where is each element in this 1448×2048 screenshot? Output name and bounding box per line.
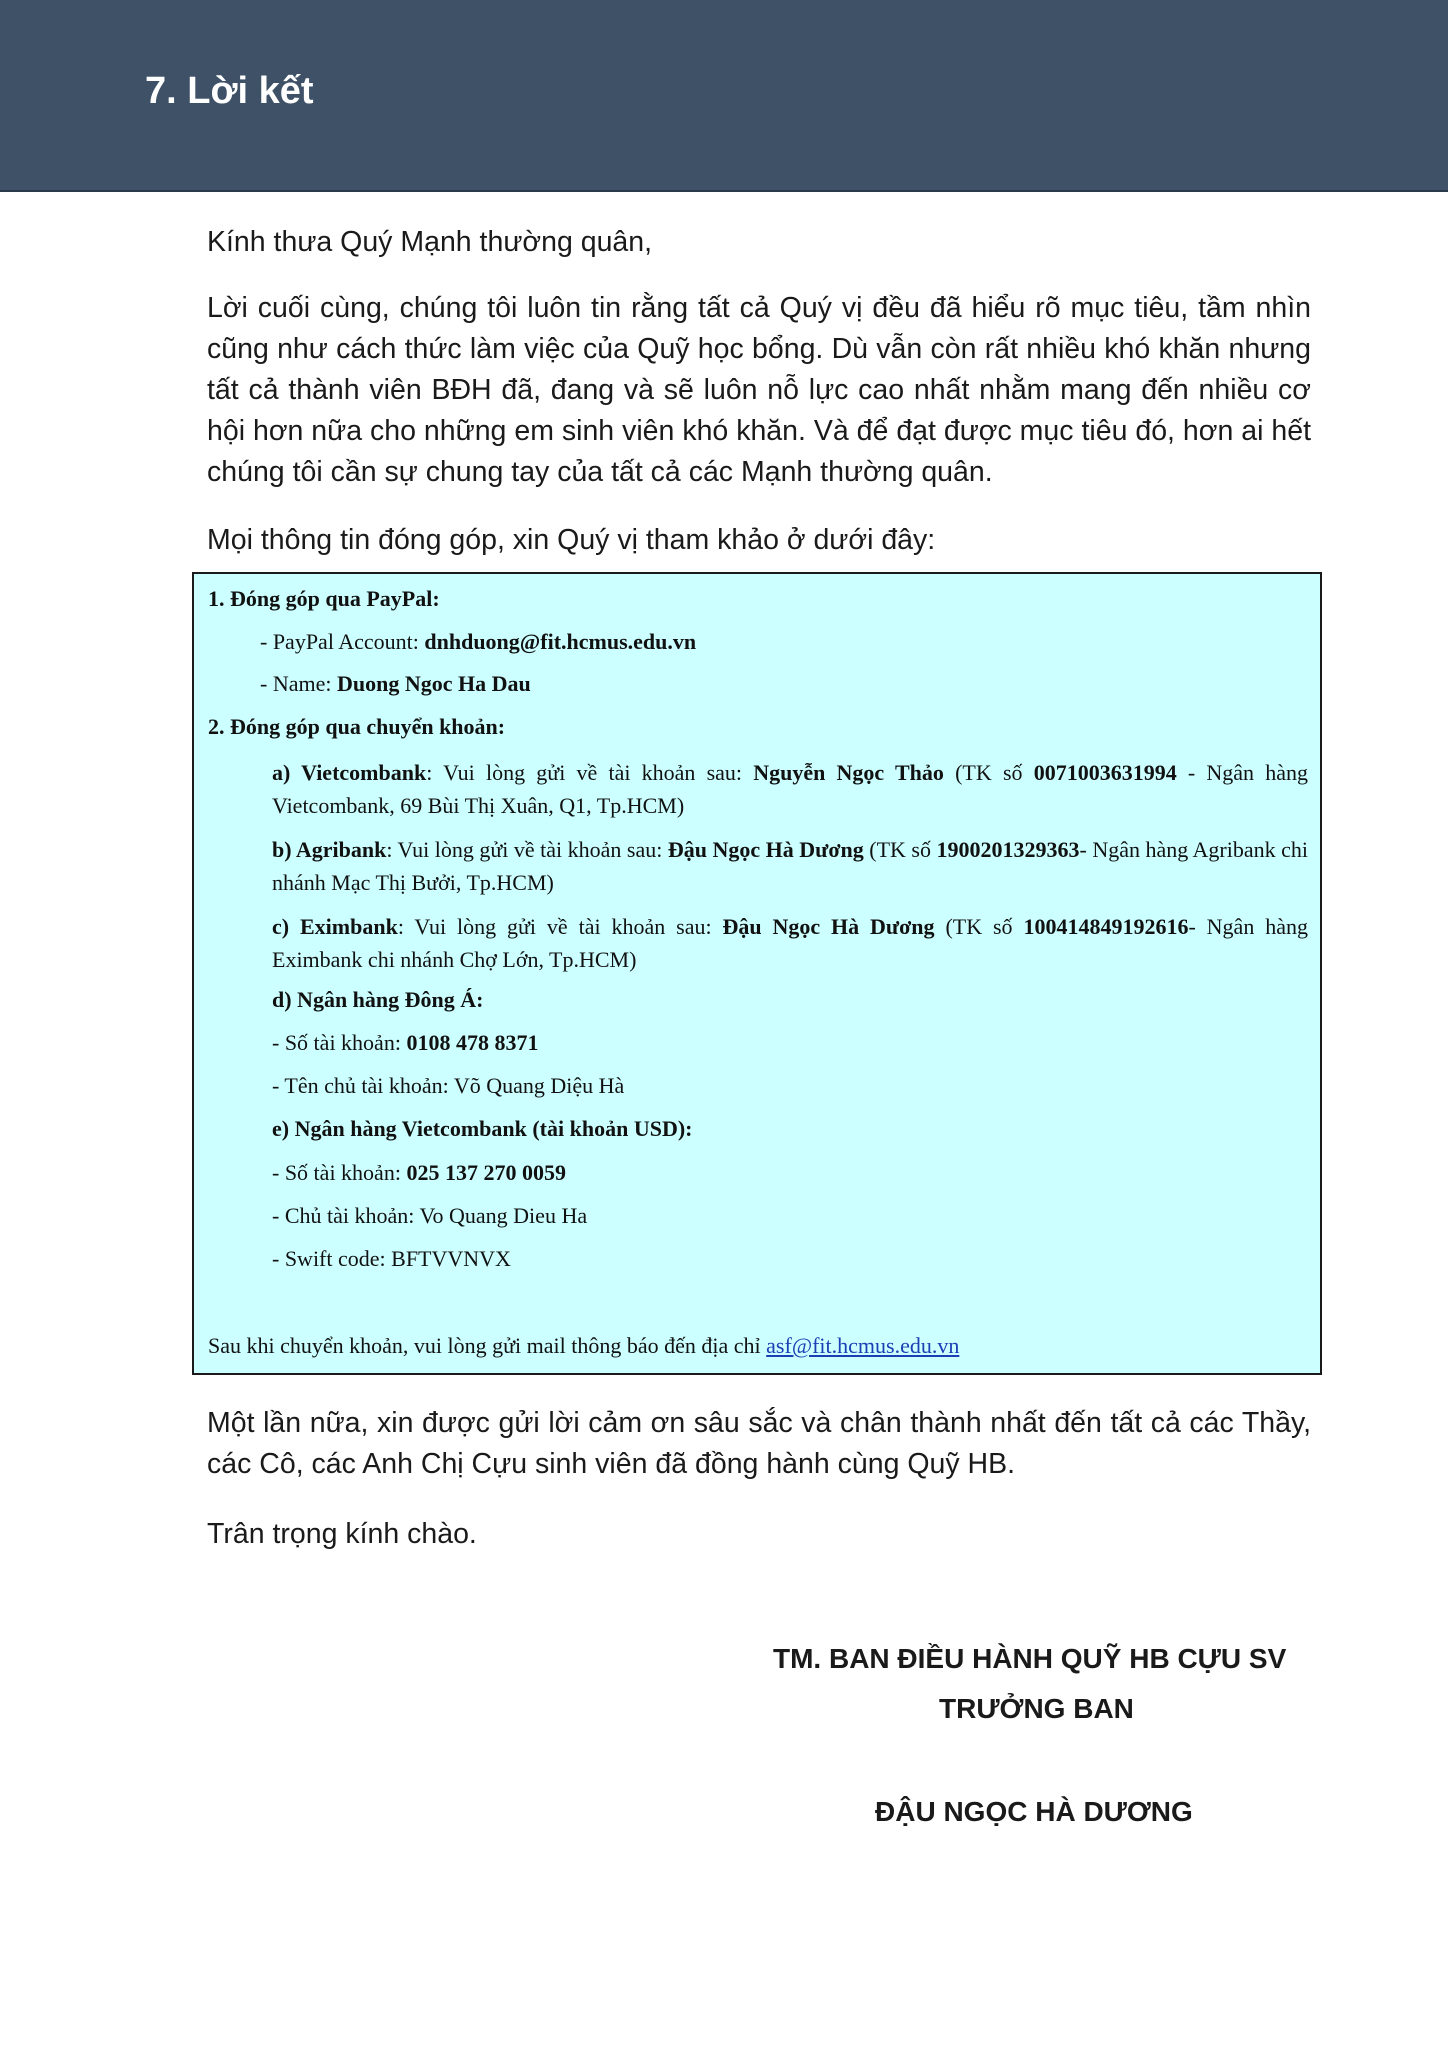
- thanks-block: [207, 1403, 1311, 1485]
- regards-block: [207, 1514, 1311, 1555]
- intro-paragraph: Lời cuối cùng, chúng tôi luôn tin rằng tất cả Quý vị đều đã hiểu rõ mục tiêu, tầm nhìn cũng như cách thức làm việc của Quỹ học bổng. Dù vẫn còn rất nhiều khó khăn nhưng tất cả thành viên BĐH đã, đang và sẽ luôn nỗ lực cao nhất nhằm mang đến nhiều cơ hội hơn nữa cho những em sinh viên khó khăn. Và để đạt được mục tiêu đó, hơn ai hết chúng tôi cần sự chung tay của tất cả các Mạnh thường quân.: [207, 292, 1311, 488]
- donga-heading: d) Ngân hàng Đông Á:: [272, 987, 484, 1012]
- vietcombank-entry: a) Vietcombank: Vui lòng gửi về tài khoản sau: Nguyễn Ngọc Thảo (TK số 0071003631994 - Ngân hàng Vietcombank, 69 Bùi Thị Xuân, Q1, Tp.HCM): [272, 760, 1309, 818]
- eximbank-entry: c) Eximbank: Vui lòng gửi về tài khoản sau: Đậu Ngọc Hà Dương (TK số 100414849192616- Ngân hàng Eximbank chi nhánh Chợ Lớn, Tp.HCM): [272, 914, 1308, 972]
- signature-name: ĐẬU NGỌC HÀ DƯƠNG: [875, 1796, 1193, 1827]
- paypal-name-value: Duong Ngoc Ha Dau: [336, 671, 531, 696]
- regards-text: Trân trọng kính chào.: [207, 1518, 477, 1550]
- vcb-usd-account-value: 025 137 270 0059: [406, 1160, 566, 1185]
- contribution-lead: Mọi thông tin đóng góp, xin Quý vị tham khảo ở dưới đây:: [207, 524, 936, 556]
- vcb-usd-swift: - Swift code: BFTVVNVX: [272, 1246, 511, 1271]
- intro-paragraph-block: [207, 288, 1311, 493]
- greeting: [207, 222, 1311, 263]
- section-title: 7. Lời kết: [145, 70, 314, 112]
- contribution-lead-block: [207, 520, 1311, 561]
- transfer-heading: 2. Đóng góp qua chuyển khoản:: [208, 714, 506, 739]
- signature-role: TRƯỞNG BAN: [939, 1693, 1134, 1724]
- agribank-entry: b) Agribank: Vui lòng gửi về tài khoản sau: Đậu Ngọc Hà Dương (TK số 1900201329363- Ngân hàng Agribank chi nhánh Mạc Thị Bưởi, Tp.HCM): [272, 837, 1309, 895]
- paypal-heading: 1. Đóng góp qua PayPal:: [208, 586, 440, 611]
- paypal-account-value: dnhduong@fit.hcmus.edu.vn: [424, 629, 697, 654]
- donga-account-value: 0108 478 8371: [406, 1030, 539, 1055]
- thanks-paragraph: Một lần nữa, xin được gửi lời cảm ơn sâu sắc và chân thành nhất đến tất cả các Thầy, các Cô, các Anh Chị Cựu sinh viên đã đồng hành cùng Quỹ HB.: [207, 1407, 1311, 1480]
- vcb-usd-holder: - Chủ tài khoản: Vo Quang Dieu Ha: [272, 1203, 588, 1228]
- vcb-usd-heading: e) Ngân hàng Vietcombank (tài khoản USD):: [272, 1116, 693, 1141]
- donga-holder: - Tên chủ tài khoản: Võ Quang Diệu Hà: [272, 1073, 625, 1098]
- donga-account: - Số tài khoản: 0108 478 8371: [272, 1030, 539, 1055]
- signature-org: TM. BAN ĐIỀU HÀNH QUỸ HB CỰU SV: [773, 1643, 1287, 1674]
- paypal-account: - PayPal Account: dnhduong@fit.hcmus.edu.vn: [260, 629, 697, 654]
- greeting-text: Kính thưa Quý Mạnh thường quân,: [207, 226, 653, 258]
- section-header: [0, 0, 1448, 192]
- paypal-name: - Name: Duong Ngoc Ha Dau: [260, 671, 531, 696]
- donation-info-box: [192, 572, 1322, 1375]
- notice-email-link[interactable]: asf@fit.hcmus.edu.vn: [766, 1333, 960, 1358]
- transfer-notice: Sau khi chuyển khoản, vui lòng gửi mail thông báo đến địa chỉ asf@fit.hcmus.edu.vn: [208, 1333, 960, 1358]
- vcb-usd-account: - Số tài khoản: 025 137 270 0059: [272, 1160, 566, 1185]
